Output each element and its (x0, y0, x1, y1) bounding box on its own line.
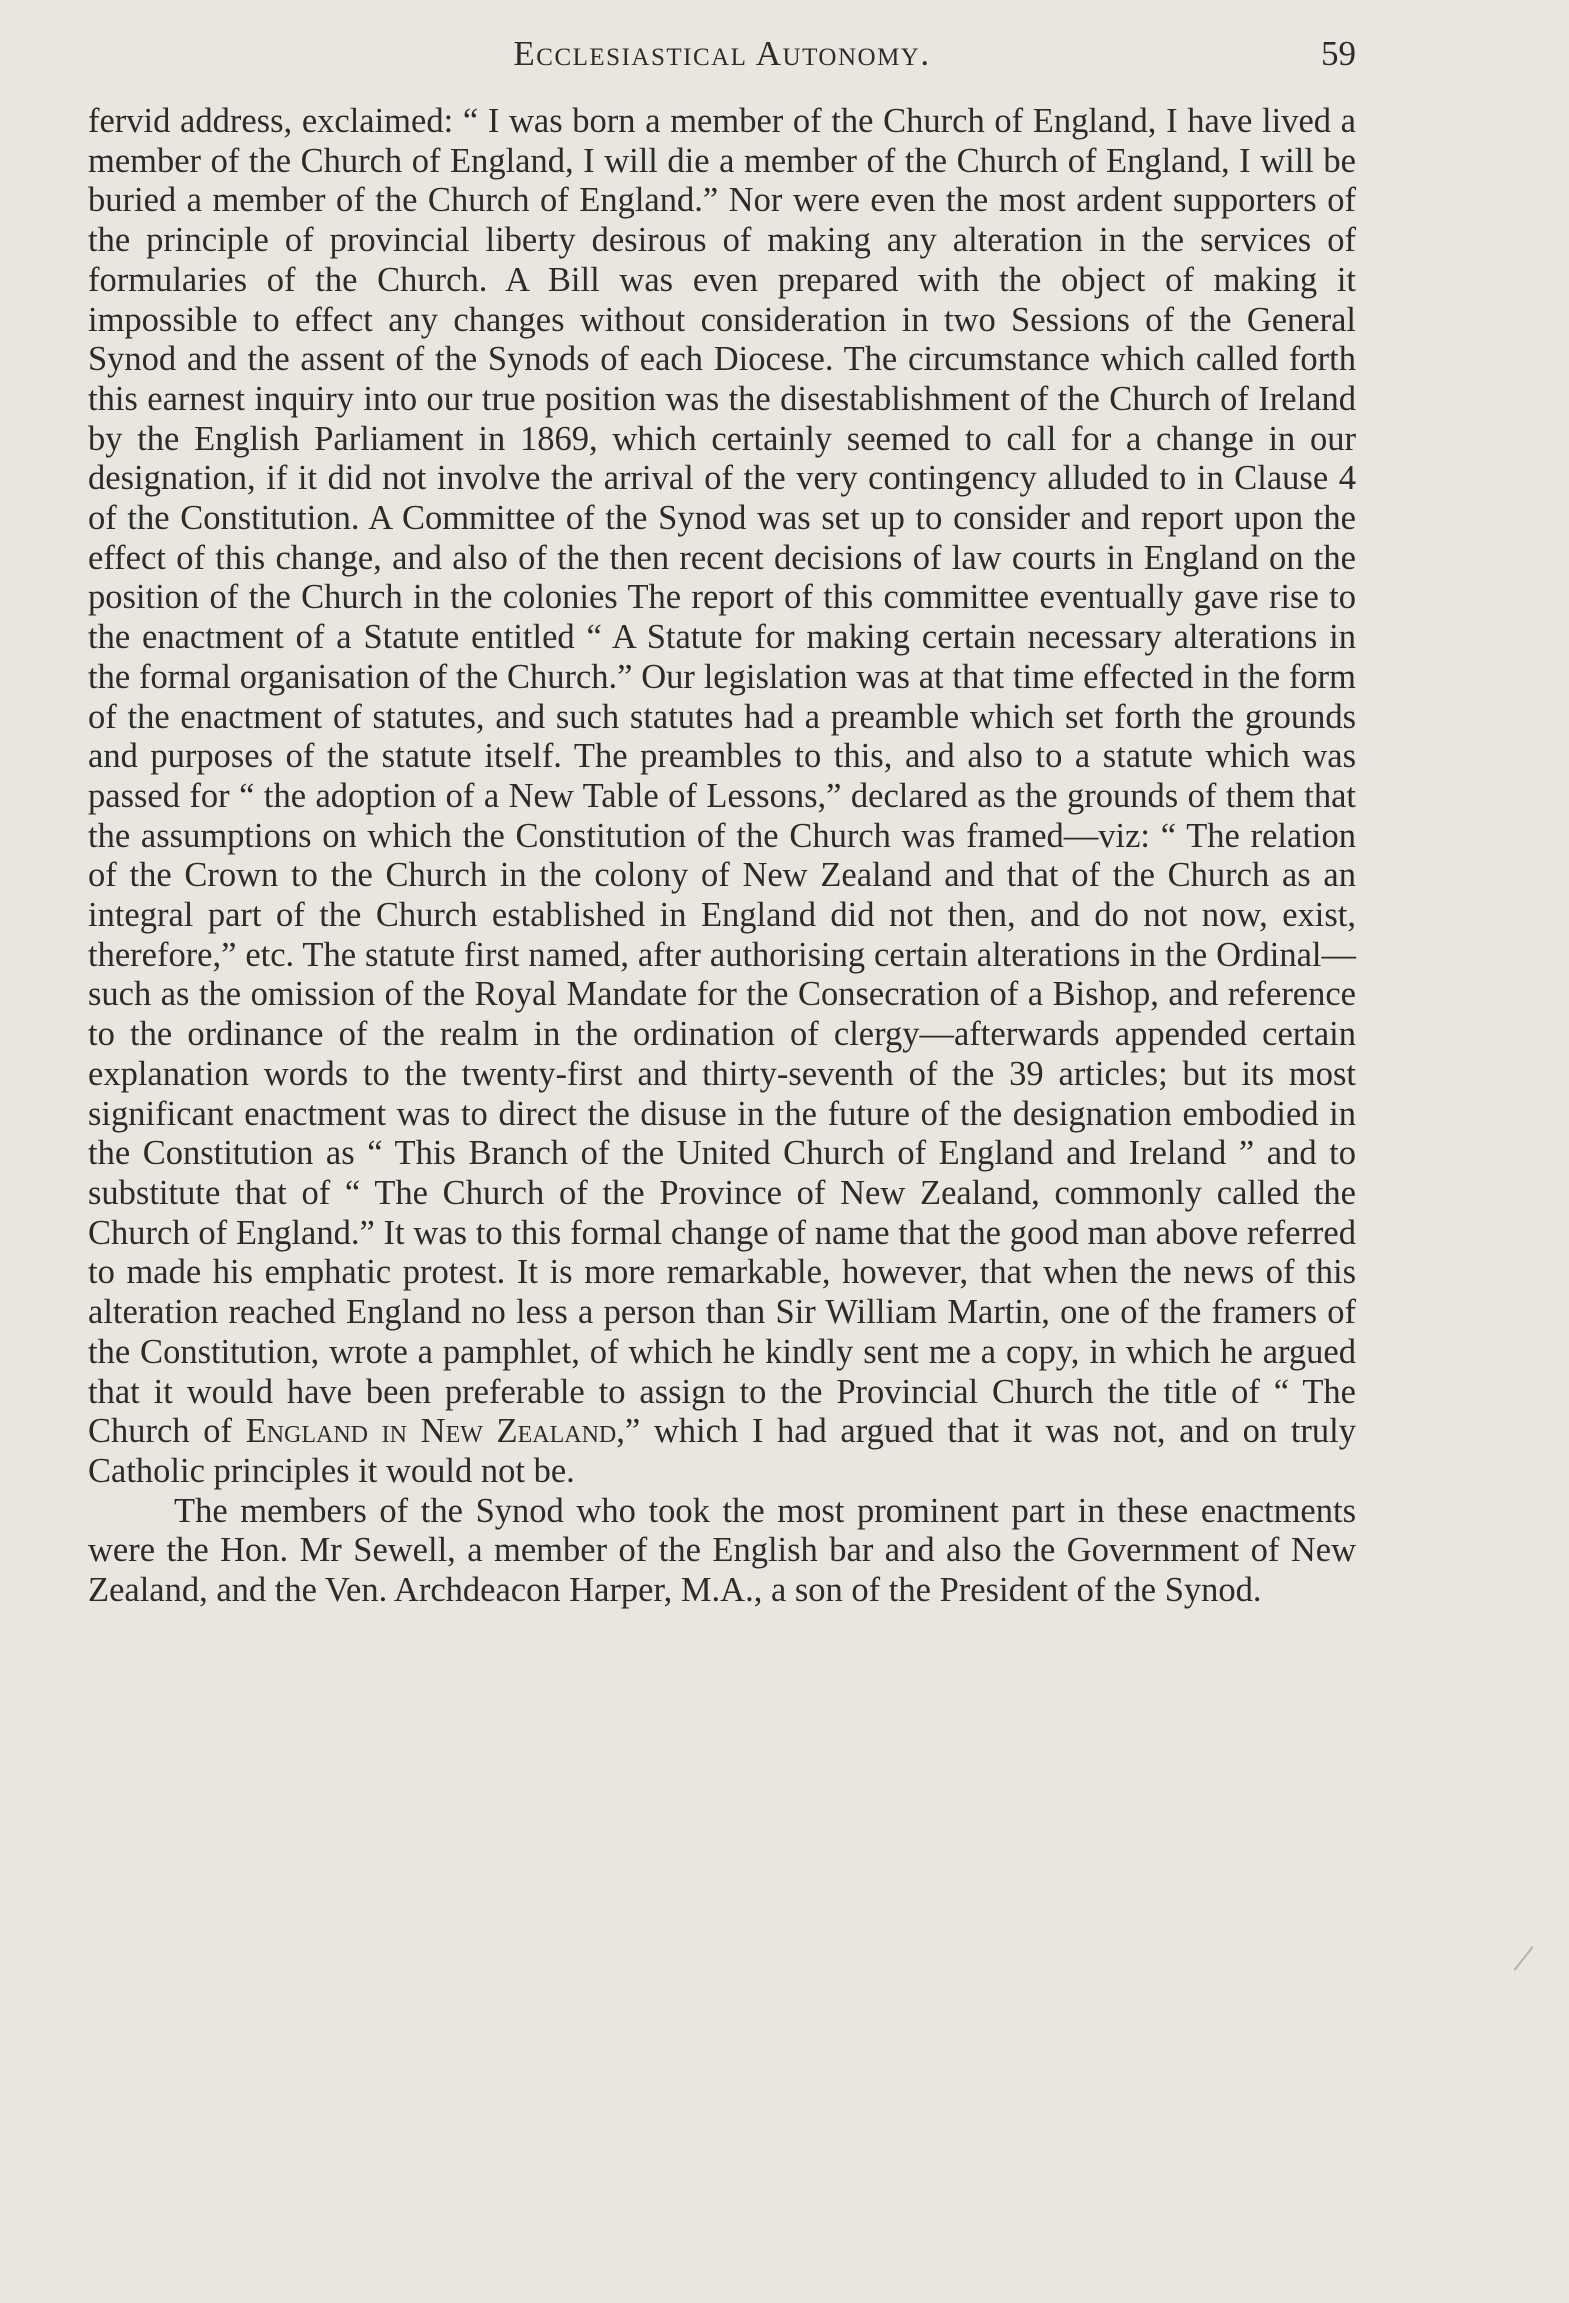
paragraph-1-text: fervid address, exclaimed: “ I was born a member of the Church of England, I have lived a member of the Church of England, I will die a member of the Church of England, I will be buried a member of the Church of England.” Nor were even the most ardent supporters of the principle of provincial liberty desirous of making any alteration in the services of formularies of the Church. A Bill was even prepared with the object of making it impossible to effect any changes without consideration in two Sessions of the General Synod and the assent of the Synods of each Diocese. The circumstance which called forth this earnest inquiry into our true position was the disestablishment of the Church of Ireland by the English Parliament in 1869, which certainly seemed to call for a change in our designation, if it did not involve the arrival of the very contingency alluded to in Clause 4 of the Constitution. A Committee of the Synod was set up to consider and report upon the effect of this change, and also of the then recent decisions of law courts in England on the position of the Church in the colonies The report of this committee eventually gave rise to the enactment of a Statute entitled “ A Statute for making certain necessary alterations in the formal organisation of the Church.” Our legislation was at that time effected in the form of the enactment of statutes, and such statutes had a preamble which set forth the grounds and purposes of the statute itself. The preambles to this, and also to a statute which was passed for “ the adoption of a New Table of Lessons,” declared as the grounds of them that the assumptions on which the Constitution of the Church was framed—viz: “ The relation of the Crown to the Church in the colony of New Zealand and that of the Church as an integral part of the Church established in England did not then, and do not now, exist, therefore,” etc. The statute first named, after authorising certain alterations in the Ordinal—such as the omission of the Royal Mandate for the Consecration of a Bishop, and reference to the ordinance of the realm in the ordination of clergy—afterwards appended certain explanation words to the twenty-first and thirty-seventh of the 39 articles; but its most significant enactment was to direct the disuse in the future of the designation embodied in the Constitution as “ This Branch of the United Church of England and Ireland ” and to substitute that of “ The Church of the Province of New Zealand, commonly called the Church of England.” It was to this formal change of name that the good man above referred to made his emphatic protest. It is more remarkable, however, that when the news of this alteration reached England no less a person than Sir William Martin, one of the framers of the Constitution, wrote a pamphlet, of which he kindly sent me a copy, in which he argued that it would have been preferable to assign to the Provincial Church the title of “ The Church of (88, 102, 1356, 1451)
page-number: 59 (1321, 34, 1356, 73)
body-text (88, 102, 1356, 1611)
paragraph-1-smallcaps-title: England in New Zealand (245, 1412, 617, 1451)
running-head (88, 34, 1356, 84)
paragraph-2 (88, 1492, 1356, 1611)
pencil-mark (1514, 1946, 1534, 1971)
running-title: Ecclesiastical Autonomy. (513, 34, 931, 73)
paragraph-1-ending: ,” which I had argued that it was not, and on truly Catholic principles it would not be. (88, 1412, 1356, 1490)
paragraph-1 (88, 102, 1356, 1492)
paragraph-2-text: The members of the Synod who took the most prominent part in these enactments were the Hon. Mr Sewell, a member of the English bar and also the Government of New Zealand, and the Ven. Archdeacon Harper, M.A., a son of the President of the Synod. (88, 1491, 1356, 1610)
